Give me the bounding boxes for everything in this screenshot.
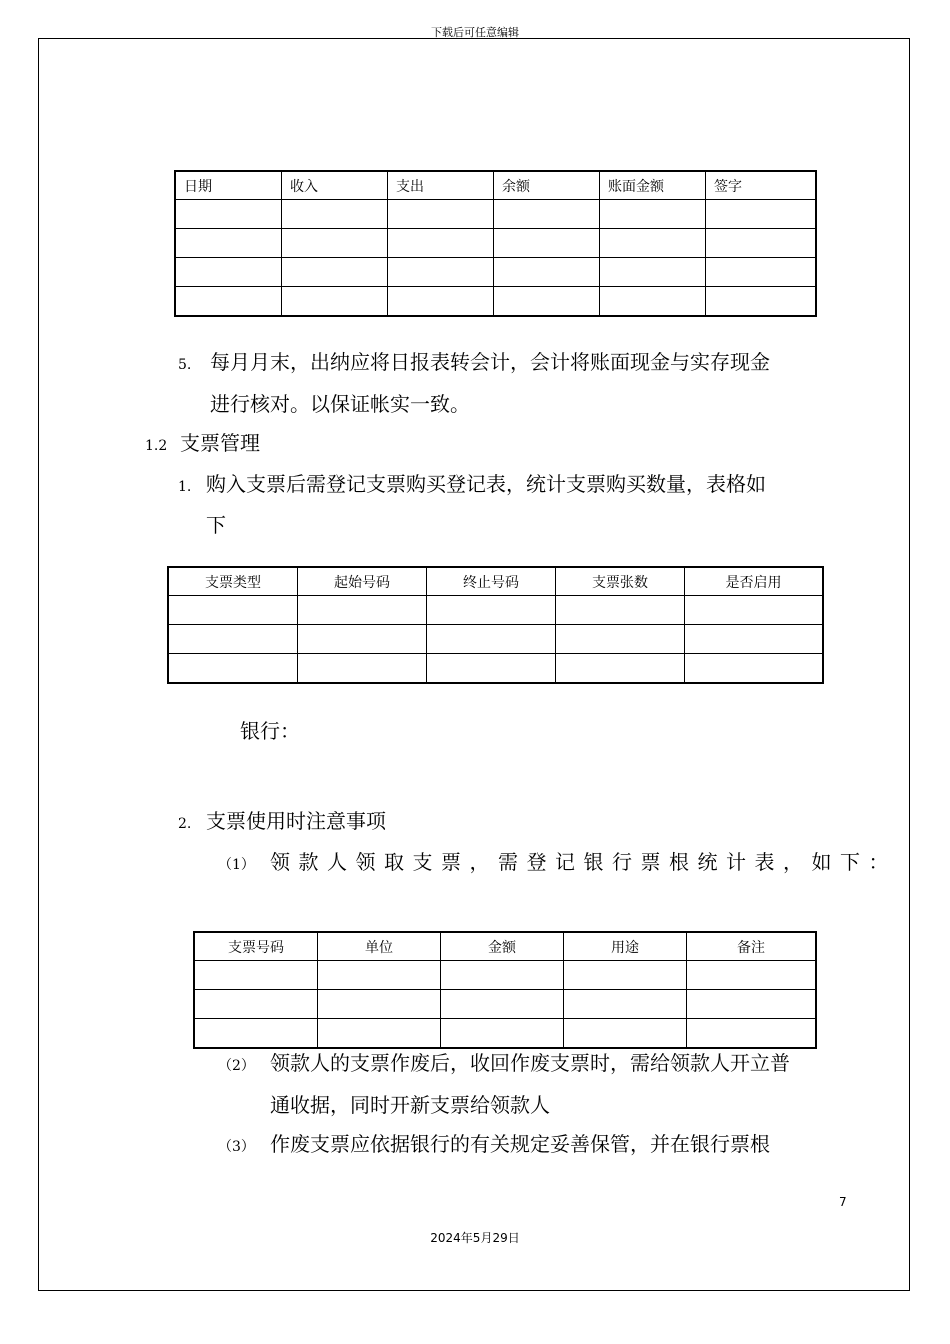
- purchase-header-start: 起始号码: [298, 567, 427, 596]
- ledger-table: [174, 170, 817, 317]
- purchase-header-end: 终止号码: [427, 567, 556, 596]
- table-row: [194, 1019, 816, 1049]
- header-note: 下载后可任意编辑: [431, 26, 519, 39]
- page-number: 7: [839, 1195, 847, 1209]
- stub-header-amount: 金额: [441, 932, 564, 961]
- item5-line2: 进行核对。以保证帐实一致。: [210, 392, 470, 416]
- table-row: [194, 961, 816, 990]
- item1-number: 1.: [178, 479, 192, 495]
- ledger-header-date: 日期: [175, 171, 282, 200]
- table-row: [194, 990, 816, 1019]
- sub3-line1: 作废支票应依据银行的有关规定妥善保管，并在银行票根: [270, 1132, 770, 1156]
- stub-table-header: [194, 932, 816, 961]
- ledger-header-income: 收入: [282, 171, 388, 200]
- footer-date: 2024年5月29日: [430, 1231, 520, 1245]
- section-title: 支票管理: [179, 431, 260, 455]
- section-number: 1.2: [145, 438, 168, 454]
- bank-label: 银行：: [240, 719, 300, 743]
- stub-header-unit: 单位: [318, 932, 441, 961]
- item5-line1: 每月月末，出纳应将日报表转会计，会计将账面现金与实存现金: [210, 350, 770, 374]
- ledger-header-balance: 余额: [494, 171, 600, 200]
- stub-table: [193, 931, 817, 1049]
- ledger-header-expense: 支出: [388, 171, 494, 200]
- stub-header-purpose: 用途: [564, 932, 687, 961]
- table-row: [175, 287, 816, 317]
- sub1-number: （1）: [218, 857, 255, 873]
- sub1-text: 领款人领取支票，需登记银行票根统计表，如下：: [270, 850, 897, 874]
- table-row: [175, 200, 816, 229]
- purchase-header-count: 支票张数: [556, 567, 685, 596]
- purchase-header-enabled: 是否启用: [685, 567, 824, 596]
- table-row: [168, 654, 823, 684]
- purchase-header-type: 支票类型: [168, 567, 298, 596]
- item1-line2: 下: [206, 513, 226, 537]
- sub2-number: （2）: [218, 1058, 255, 1074]
- purchase-table-header: [168, 567, 823, 596]
- sub3-number: （3）: [218, 1139, 255, 1155]
- table-row: [175, 229, 816, 258]
- table-row: [168, 596, 823, 625]
- stub-header-remarks: 备注: [687, 932, 817, 961]
- item1-line1: 购入支票后需登记支票购买登记表，统计支票购买数量，表格如: [206, 472, 766, 496]
- ledger-header-book-amount: 账面金额: [600, 171, 706, 200]
- sub2-line2: 通收据，同时开新支票给领款人: [270, 1093, 550, 1117]
- ledger-header-signature: 签字: [706, 171, 817, 200]
- ledger-table-header: [175, 171, 816, 200]
- sub2-line1: 领款人的支票作废后，收回作废支票时，需给领款人开立普: [270, 1051, 790, 1075]
- item5-number: 5.: [178, 357, 192, 373]
- item2-text: 支票使用时注意事项: [206, 809, 386, 833]
- table-row: [175, 258, 816, 287]
- purchase-table: [167, 566, 824, 684]
- stub-header-number: 支票号码: [194, 932, 318, 961]
- section-heading: [145, 429, 260, 460]
- table-row: [168, 625, 823, 654]
- item2-number: 2.: [178, 816, 192, 832]
